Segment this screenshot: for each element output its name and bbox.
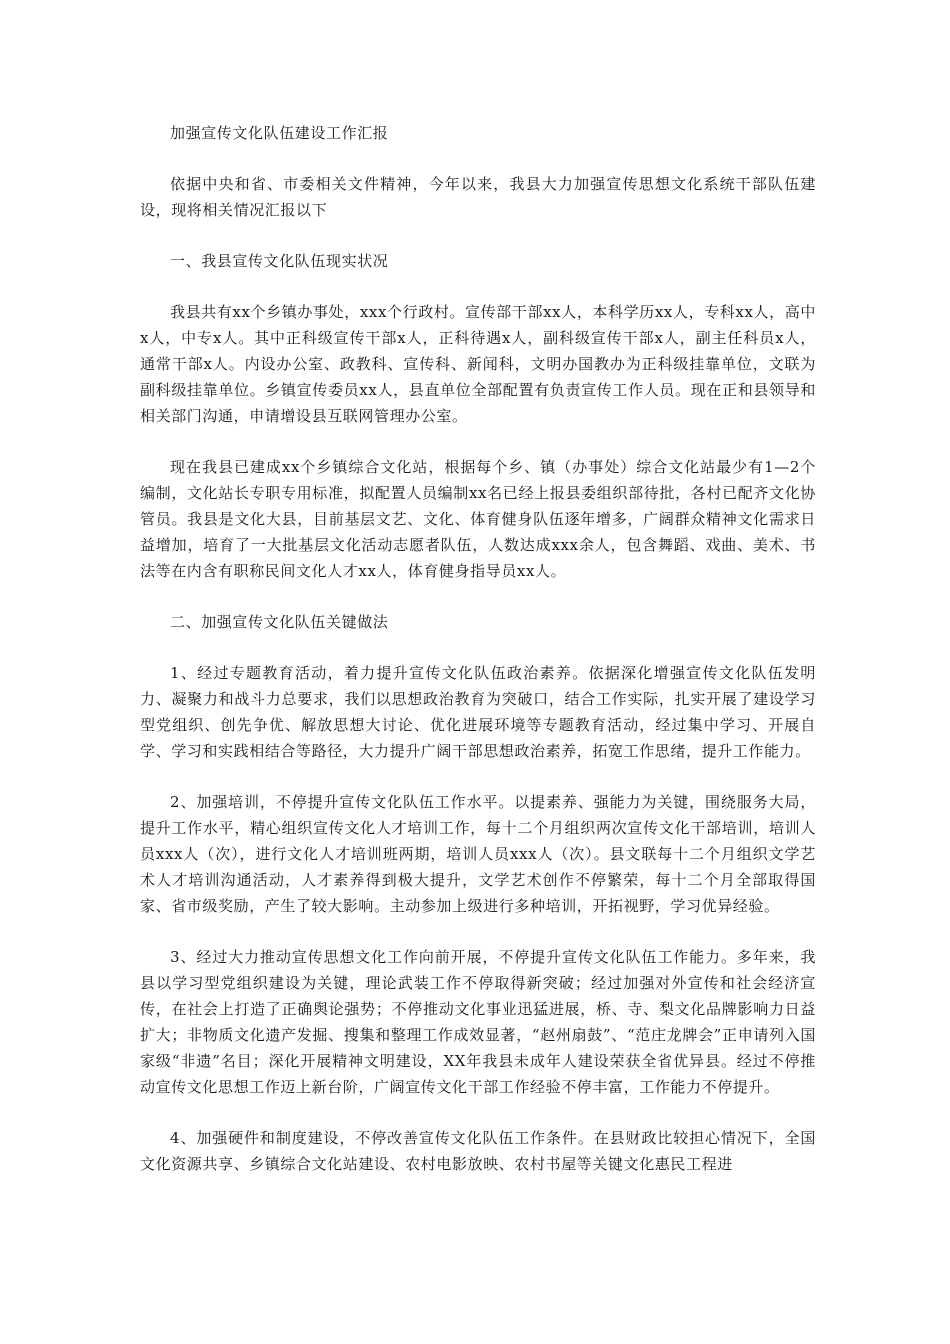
- body-paragraph: 2、加强培训，不停提升宣传文化队伍工作水平。以提素养、强能力为关键，围绕服务大局，提升工作水平，精心组织宣传文化人才培训工作，每十二个月组织两次宣传文化干部培训，培训人员xxx人（次），进行文化人才培训班两期，培训人员xxx人（次）。县文联每十二个月组织文学艺术人才培训沟通活动，人才素养得到极大提升，文学艺术创作不停繁荣，每十二个月全部取得国家、省市级奖励，产生了较大影响。主动参加上级进行多种培训，开拓视野，学习优异经验。: [140, 793, 816, 915]
- body-paragraph: 3、经过大力推动宣传思想文化工作向前开展，不停提升宣传文化队伍工作能力。多年来，我县以学习型党组织建设为关键，理论武装工作不停取得新突破；经过加强对外宣传和社会经济宣传，在社会上打造了正确舆论强势；不停推动文化事业迅猛进展，桥、寺、梨文化品牌影响力日益扩大；非物质文化遗产发掘、搜集和整理工作成效显著，“赵州扇鼓”、“范庄龙牌会”正申请列入国家级“非遗”名目；深化开展精神文明建设，XX年我县未成年人建设荣获全省优异县。经过不停推动宣传文化思想工作迈上新台阶，广阔宣传文化干部工作经验不停丰富，工作能力不停提升。: [140, 948, 816, 1096]
- document-page: [140, 120, 816, 1202]
- body-paragraph: 我县共有xx个乡镇办事处，xxx个行政村。宣传部干部xx人，本科学历xx人，专科xx人，高中x人，中专x人。其中正科级宣传干部x人，正科待遇x人，副科级宣传干部x人，副主任科员x人，通常干部x人。内设办公室、政教科、宣传科、新闻科，文明办国教办为正科级挂靠单位，文联为副科级挂靠单位。乡镇宣传委员xx人，县直单位全部配置有负责宣传工作人员。现在正和县领导和相关部门沟通，申请增设县互联网管理办公室。: [140, 303, 816, 425]
- document-title: 加强宣传文化队伍建设工作汇报: [170, 124, 389, 142]
- section-heading-2: 二、加强宣传文化队伍关键做法: [170, 613, 389, 631]
- body-paragraph: 1、经过专题教育活动，着力提升宣传文化队伍政治素养。依据深化增强宣传文化队伍发明力、凝聚力和战斗力总要求，我们以思想政治教育为突破口，结合工作实际，扎实开展了建设学习型党组织、创先争优、解放思想大讨论、优化进展环境等专题教育活动，经过集中学习、开展自学、学习和实践相结合等路径，大力提升广阔干部思想政治素养，拓宽工作思绪，提升工作能力。: [140, 664, 816, 760]
- body-paragraph: 4、加强硬件和制度建设，不停改善宣传文化队伍工作条件。在县财政比较担心情况下，全国文化资源共享、乡镇综合文化站建设、农村电影放映、农村书屋等关键文化惠民工程进: [140, 1129, 816, 1173]
- intro-paragraph: 依据中央和省、市委相关文件精神，今年以来，我县大力加强宣传思想文化系统干部队伍建设，现将相关情况汇报以下: [140, 175, 816, 219]
- section-heading-1: 一、我县宣传文化队伍现实状况: [170, 252, 389, 270]
- body-paragraph: 现在我县已建成xx个乡镇综合文化站，根据每个乡、镇（办事处）综合文化站最少有1—2个编制，文化站长专职专用标准，拟配置人员编制xx名已经上报县委组织部待批，各村已配齐文化协管员。我县是文化大县，目前基层文艺、文化、体育健身队伍逐年增多，广阔群众精神文化需求日益增加，培育了一大批基层文化活动志愿者队伍，人数达成xxx余人，包含舞蹈、戏曲、美术、书法等在内含有职称民间文化人才xx人，体育健身指导员xx人。: [140, 458, 816, 580]
